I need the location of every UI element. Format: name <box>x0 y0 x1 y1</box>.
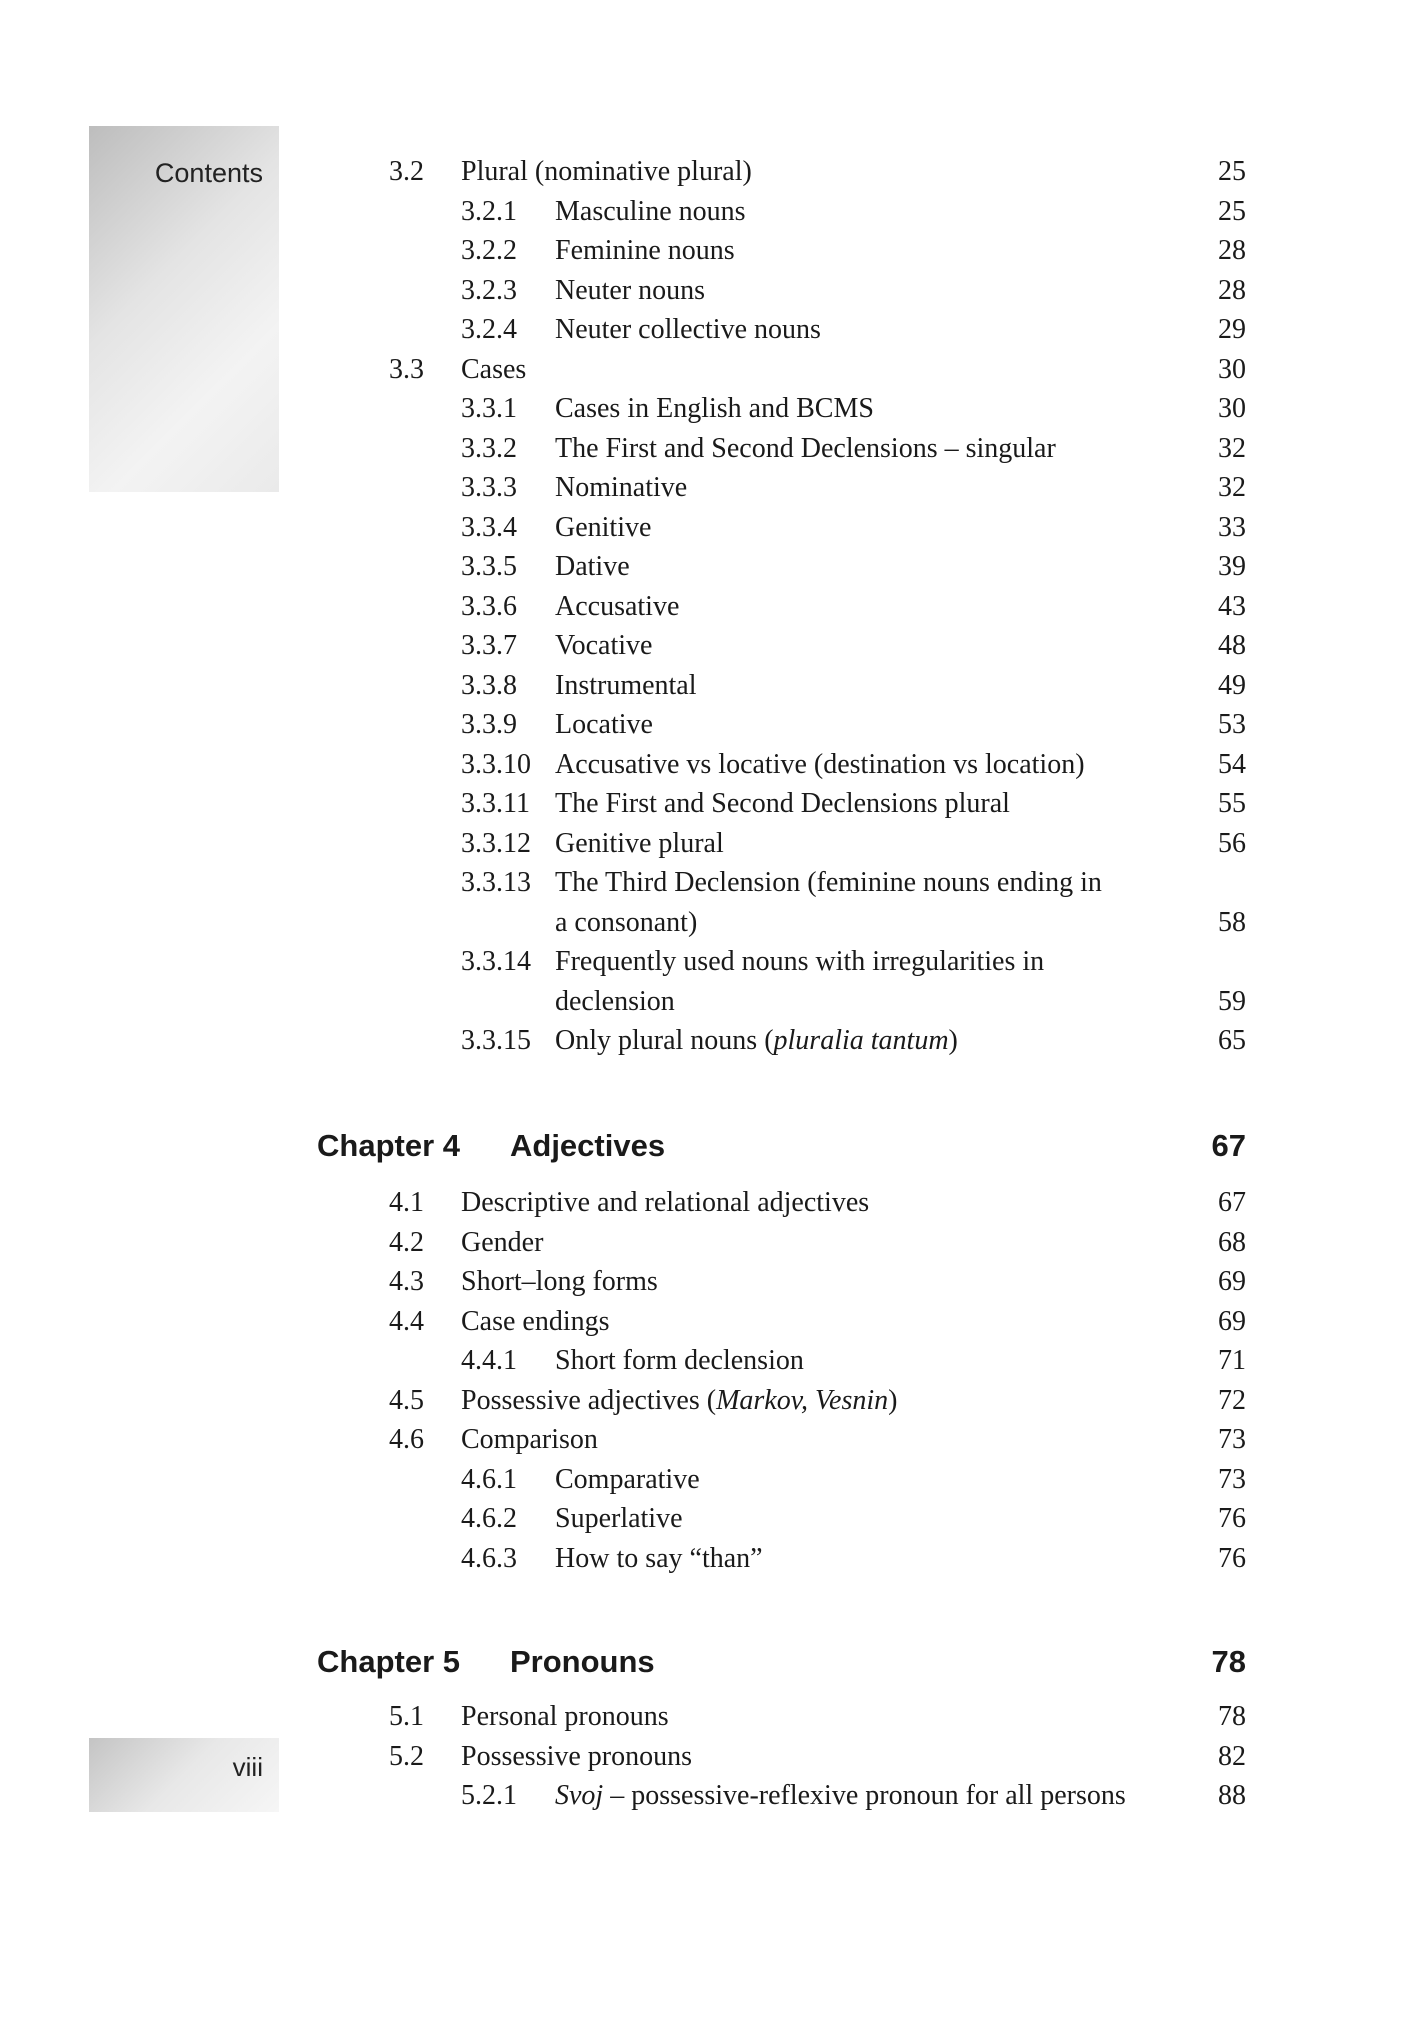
toc-entry-title: Accusative vs locative (destination vs location) <box>555 749 1085 780</box>
toc-entry[interactable] <box>0 705 1246 745</box>
toc-entry-title: The Third Declension (feminine nouns ending in <box>555 867 1102 898</box>
toc-entry[interactable] <box>0 1697 1246 1737</box>
toc-entry-page: 25 <box>1218 156 1246 187</box>
toc-entry-page: 56 <box>1218 828 1246 859</box>
toc-entry-page: 49 <box>1218 670 1246 701</box>
toc-entry-page: 67 <box>1218 1187 1246 1218</box>
toc-entry[interactable] <box>0 1021 1246 1061</box>
toc-entry-page: 78 <box>1218 1701 1246 1732</box>
toc-entry[interactable] <box>0 1776 1246 1816</box>
toc-entry-number: 3.2 <box>389 156 424 187</box>
toc-entry[interactable] <box>0 824 1246 864</box>
toc-entry-number: 4.6.1 <box>461 1464 517 1495</box>
toc-entry-number: 5.2.1 <box>461 1780 517 1811</box>
toc-entry-page: 53 <box>1218 709 1246 740</box>
toc-entry-title-part: Possessive adjectives ( <box>461 1385 717 1416</box>
toc-entry-title: Personal pronouns <box>461 1701 669 1732</box>
toc-entry-title: Dative <box>555 551 630 582</box>
toc-entry-title: Genitive <box>555 512 652 543</box>
toc-entry-page: 65 <box>1218 1025 1246 1056</box>
toc-entry-page: 29 <box>1218 314 1246 345</box>
toc-entry-title <box>555 1021 958 1061</box>
toc-entry-title: Neuter collective nouns <box>555 314 821 345</box>
toc-entry[interactable] <box>0 231 1246 271</box>
toc-entry[interactable] <box>0 626 1246 666</box>
toc-entry-number: 4.4 <box>389 1306 424 1337</box>
toc-entry[interactable] <box>0 903 1246 943</box>
toc-entry-number: 3.3.6 <box>461 591 517 622</box>
toc-entry[interactable] <box>0 1183 1246 1223</box>
toc-entry[interactable] <box>0 942 1246 982</box>
toc-entry-page: 76 <box>1218 1543 1246 1574</box>
toc-entry-title: Instrumental <box>555 670 697 701</box>
toc-entry-title: Descriptive and relational adjectives <box>461 1187 870 1218</box>
toc-entry[interactable] <box>0 547 1246 587</box>
toc-entry-page: 54 <box>1218 749 1246 780</box>
toc-entry-number: 4.1 <box>389 1187 424 1218</box>
toc-entry-title: Cases in English and BCMS <box>555 393 874 424</box>
toc-entry[interactable] <box>0 1420 1246 1460</box>
toc-entry-title: declension <box>555 986 675 1017</box>
toc-entry[interactable] <box>0 587 1246 627</box>
toc-entry[interactable] <box>0 863 1246 903</box>
toc-entry[interactable] <box>0 1499 1246 1539</box>
toc-entry-page: 25 <box>1218 196 1246 227</box>
toc-entry[interactable] <box>0 1460 1246 1500</box>
toc-entry[interactable] <box>0 1341 1246 1381</box>
toc-entry-title: a consonant) <box>555 907 698 938</box>
toc-entry-title: Frequently used nouns with irregularities in <box>555 946 1045 977</box>
toc-entry-title-part: ) <box>948 1025 958 1056</box>
toc-entry-page: 71 <box>1218 1345 1246 1376</box>
toc-entry-number: 4.4.1 <box>461 1345 517 1376</box>
toc-entry-title: Possessive pronouns <box>461 1741 693 1772</box>
toc-entry-title <box>461 1381 898 1421</box>
toc-entry[interactable] <box>0 1223 1246 1263</box>
toc-entry-page: 32 <box>1218 433 1246 464</box>
toc-entry-number: 3.3.13 <box>461 867 531 898</box>
toc-entry-page: 28 <box>1218 235 1246 266</box>
toc-entry-number: 3.2.1 <box>461 196 517 227</box>
toc-entry-number: 3.3 <box>389 354 424 385</box>
toc-entry-page: 33 <box>1218 512 1246 543</box>
toc-entry-title: Vocative <box>555 630 653 661</box>
toc-entry-number: 3.3.2 <box>461 433 517 464</box>
toc-entry-page: 48 <box>1218 630 1246 661</box>
toc-entry-title: Cases <box>461 354 527 385</box>
toc-entry[interactable] <box>0 745 1246 785</box>
toc-entry[interactable] <box>0 389 1246 429</box>
toc-entry[interactable] <box>0 1262 1246 1302</box>
toc-entry-number: 3.3.12 <box>461 828 531 859</box>
chapter-page: 78 <box>1211 1644 1246 1679</box>
toc-entry[interactable] <box>0 1539 1246 1579</box>
running-header: Contents <box>154 158 263 188</box>
chapter-number: Chapter 4 <box>317 1128 460 1163</box>
toc-entry-number: 4.6.3 <box>461 1543 517 1574</box>
toc-entry-number: 3.2.2 <box>461 235 517 266</box>
toc-entry-page: 55 <box>1218 788 1246 819</box>
toc-entry[interactable] <box>0 1381 1246 1421</box>
toc-entry-number: 3.3.3 <box>461 472 517 503</box>
toc-entry-title: Neuter nouns <box>555 275 706 306</box>
toc-entry-number: 3.2.3 <box>461 275 517 306</box>
chapter-number: Chapter 5 <box>317 1644 460 1679</box>
toc-entry-number: 3.3.8 <box>461 670 517 701</box>
toc-entry[interactable] <box>0 1302 1246 1342</box>
toc-entry-title: Accusative <box>555 591 680 622</box>
toc-entry-number: 3.3.10 <box>461 749 531 780</box>
toc-entry-page: 28 <box>1218 275 1246 306</box>
toc-entry-number: 4.3 <box>389 1266 424 1297</box>
toc-entry-page: 30 <box>1218 393 1246 424</box>
chapter-title: Pronouns <box>510 1644 655 1679</box>
toc-entry-title-italic: Markov, Vesnin <box>716 1385 889 1416</box>
toc-entry-title: Superlative <box>555 1503 683 1534</box>
toc-entry-title: The First and Second Declensions plural <box>555 788 1010 819</box>
toc-entry-page: 82 <box>1218 1741 1246 1772</box>
toc-entry[interactable] <box>0 192 1246 232</box>
toc-entry-page: 88 <box>1218 1780 1246 1811</box>
toc-entry-title: Feminine nouns <box>555 235 735 266</box>
toc-entry-title: The First and Second Declensions – singular <box>555 433 1056 464</box>
toc-entry-page: 32 <box>1218 472 1246 503</box>
toc-entry-page: 72 <box>1218 1385 1246 1416</box>
toc-entry-page: 59 <box>1218 986 1246 1017</box>
toc-entry-title: Nominative <box>555 472 688 503</box>
toc-entry-page: 58 <box>1218 907 1246 938</box>
toc-entry-title: Comparative <box>555 1464 700 1495</box>
toc-entry-title: Masculine nouns <box>555 196 746 227</box>
toc-entry[interactable] <box>0 784 1246 824</box>
toc-entry-title: Case endings <box>461 1306 610 1337</box>
page-number: viii <box>232 1752 263 1782</box>
toc-entry[interactable] <box>0 271 1246 311</box>
toc-entry-title: Gender <box>461 1227 544 1258</box>
toc-entry-title <box>555 1776 1126 1816</box>
toc-entry-page: 69 <box>1218 1266 1246 1297</box>
toc-entry-title-italic: pluralia tantum <box>773 1025 949 1056</box>
toc-entry-page: 76 <box>1218 1503 1246 1534</box>
toc-entry-number: 3.3.14 <box>461 946 531 977</box>
toc-entry[interactable] <box>0 982 1246 1022</box>
toc-entry-page: 68 <box>1218 1227 1246 1258</box>
toc-entry-number: 3.3.11 <box>461 788 530 819</box>
toc-entry-title: Locative <box>555 709 653 740</box>
toc-entry[interactable] <box>0 310 1246 350</box>
toc-entry-number: 3.3.1 <box>461 393 517 424</box>
chapter-4-heading[interactable] <box>0 1124 1246 1168</box>
toc-entry-title-part: – possessive-reflexive pronoun for all persons <box>603 1780 1126 1811</box>
toc-entry-page: 73 <box>1218 1424 1246 1455</box>
toc-entry-title: Genitive plural <box>555 828 724 859</box>
toc-entry-page: 73 <box>1218 1464 1246 1495</box>
toc-entry-number: 3.3.5 <box>461 551 517 582</box>
toc-entry-number: 3.3.9 <box>461 709 517 740</box>
toc-entry-page: 69 <box>1218 1306 1246 1337</box>
toc-entry-title-part: Only plural nouns ( <box>555 1025 774 1056</box>
toc-entry-number: 5.1 <box>389 1701 424 1732</box>
toc-entry[interactable] <box>0 508 1246 548</box>
toc-entry-number: 3.2.4 <box>461 314 517 345</box>
toc-entry-number: 4.2 <box>389 1227 424 1258</box>
toc-entry-title: Comparison <box>461 1424 598 1455</box>
toc-entry[interactable] <box>0 429 1246 469</box>
toc-entry[interactable] <box>0 350 1246 390</box>
toc-entry[interactable] <box>0 1737 1246 1777</box>
toc-entry-title: How to say “than” <box>555 1543 763 1574</box>
toc-entry-number: 4.5 <box>389 1385 424 1416</box>
toc-entry-page: 30 <box>1218 354 1246 385</box>
toc-entry-number: 4.6 <box>389 1424 424 1455</box>
toc-entry-title-italic: Svoj <box>555 1780 604 1811</box>
toc-entry[interactable] <box>0 468 1246 508</box>
toc-entry-title-part: ) <box>888 1385 898 1416</box>
toc-entry[interactable] <box>0 666 1246 706</box>
toc-entry-title: Short form declension <box>555 1345 804 1376</box>
chapter-5-heading[interactable] <box>0 1640 1246 1684</box>
toc-entry-title: Short–long forms <box>461 1266 658 1297</box>
toc-entry-page: 39 <box>1218 551 1246 582</box>
toc-entry[interactable] <box>0 152 1246 192</box>
toc-entry-page: 43 <box>1218 591 1246 622</box>
chapter-page: 67 <box>1211 1128 1246 1163</box>
toc-entry-title: Plural (nominative plural) <box>461 156 752 187</box>
toc-entry-number: 3.3.4 <box>461 512 517 543</box>
toc-entry-number: 4.6.2 <box>461 1503 517 1534</box>
chapter-title: Adjectives <box>510 1128 666 1163</box>
toc-entry-number: 3.3.7 <box>461 630 517 661</box>
toc-entry-number: 3.3.15 <box>461 1025 531 1056</box>
toc-entry-number: 5.2 <box>389 1741 424 1772</box>
